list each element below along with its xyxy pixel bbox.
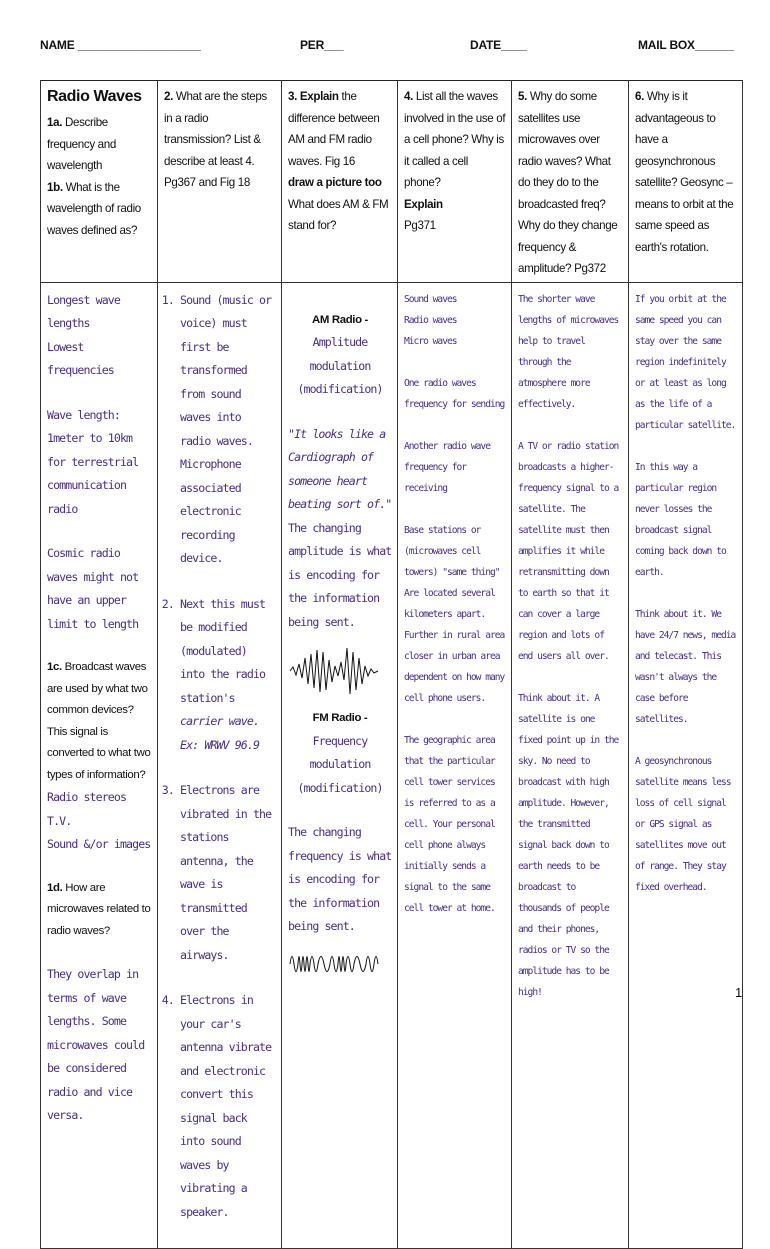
question-cell-1 (41, 80, 158, 282)
page-number: 1 (735, 985, 743, 1000)
worksheet-title: Radio Waves (47, 88, 142, 105)
am-radio-title: AM Radio - (312, 313, 368, 326)
period-field: PER___ (300, 38, 344, 52)
question-cell-5: 5. Why do some satellites use microwaves over radio waves? What do they do to the broadcasted freq? Why do they change frequency & amplitude? Pg372 (512, 80, 629, 282)
question-1d: 1d. How are microwaves related to radio waves? (47, 881, 151, 937)
question-cell-6: 6. Why is it advantageous to have a geosynchronous satellite? Geosync – means to orbit at the same speed as earth's rotation. (629, 80, 743, 282)
step-3: 3. Electrons are vibrated in the stations antenna, the wave is transmitted over the airways. (180, 779, 276, 967)
fm-wave-icon (288, 945, 380, 983)
date-field: DATE____ (470, 38, 527, 52)
step-1: 1. Sound (music or voice) must first be transformed from sound waves into radio waves. Microphone associated electronic recording device. (180, 289, 276, 571)
question-cell-4: 4. List all the waves involved in the use of a cell phone? Why is it called a cell phone? Explain Pg371 (398, 80, 512, 282)
answer-cell-1: Longest wave lengths Lowest frequencies Wave length: 1meter to 10km for terrestrial communication radio Cosmic radio waves might not have an upper limit to length 1c. Broadcast waves are used by what two common devices? This signal is converted to what two types of information? Radio stereos T.V. Sound &/or images 1d. How are microwaves related to radio waves? They overlap in terms of wave lengths. Some microwaves could be considered radio and vice versa. (41, 282, 158, 1249)
answer-cell-6: If you orbit at the same speed you can stay over the same region indefinitely or at least as long as the life of a particular satellite. In this way a particular region never losses the broadcast signal coming back down to earth. Think about it. We have 24/7 news, media and telecast. This wasn't always the case before satellites. A geosynchronous satellite means less loss of cell signal or GPS signal as satellites move out of range. They stay fixed overhead. (629, 282, 743, 1249)
worksheet-table (40, 80, 743, 1249)
step-2: 2. Next this must be modified (modulated) into the radio station's carrier wave. Ex: WRWV 96.9 (180, 593, 276, 758)
answer-cell-3: AM Radio - Amplitude modulation (modification) "It looks like a Cardiograph of someone heart beating sort of." The changing amplitude is what is encoding for the information being sent. FM Radio - Frequency modulation (modification) The changing frequency is what is encoding for the information being sent. (282, 282, 398, 1249)
am-wave-icon (288, 640, 380, 702)
answer-cell-4: Sound waves Radio waves Micro waves One radio waves frequency for sending Another radio wave frequency for receiving Base stations or (microwaves cell towers) "same thing" Are located several kilometers apart. Further in rural area closer in urban area dependent on how many cell phone users. The geographic area that the particular cell tower services is referred to as a cell. Your personal cell phone always initially sends a signal to the same cell tower at home. (398, 282, 512, 1249)
fm-radio-title: FM Radio - (312, 712, 368, 724)
question-cell-2: 2. What are the steps in a radio transmission? List & describe at least 4. Pg367 and Fig 18 (158, 80, 282, 282)
draw-instruction: draw a picture too (288, 176, 382, 189)
question-1a: 1a. Describe frequency and wavelength (47, 116, 116, 172)
question-1b: 1b. What is the wavelength of radio waves defined as? (47, 180, 141, 237)
answer-cell-2 (158, 282, 282, 1249)
answers-row (41, 282, 743, 1249)
question-cell-3: 3. Explain the difference between AM and FM radio waves. Fig 16 draw a picture too What does AM & FM stand for? (282, 80, 398, 282)
mailbox-field: MAIL BOX______ (638, 38, 734, 52)
question-1c: 1c. Broadcast waves are used by what two common devices? This signal is converted to what two types of information? (47, 661, 151, 781)
answer-cell-5: The shorter wave lengths of microwaves help to travel through the atmosphere more effectively. A TV or radio station broadcasts a higher-frequency signal to a satellite. The satellite must then amplifies it while retransmitting down to earth so that it can cover a large region and lots of end users all over. Think about it. A satellite is one fixed point up in the sky. No need to broadcast with high amplitude. However, the transmitted signal back down to earth needs to be broadcast to thousands of people and their phones, radios or TV so the amplitude has to be high! (512, 282, 629, 1249)
questions-row (41, 80, 743, 282)
name-field: NAME ___________________ (40, 38, 201, 52)
step-4: 4. Electrons in your car's antenna vibrate and electronic convert this signal back into sound waves by vibrating a speaker. (180, 989, 276, 1224)
